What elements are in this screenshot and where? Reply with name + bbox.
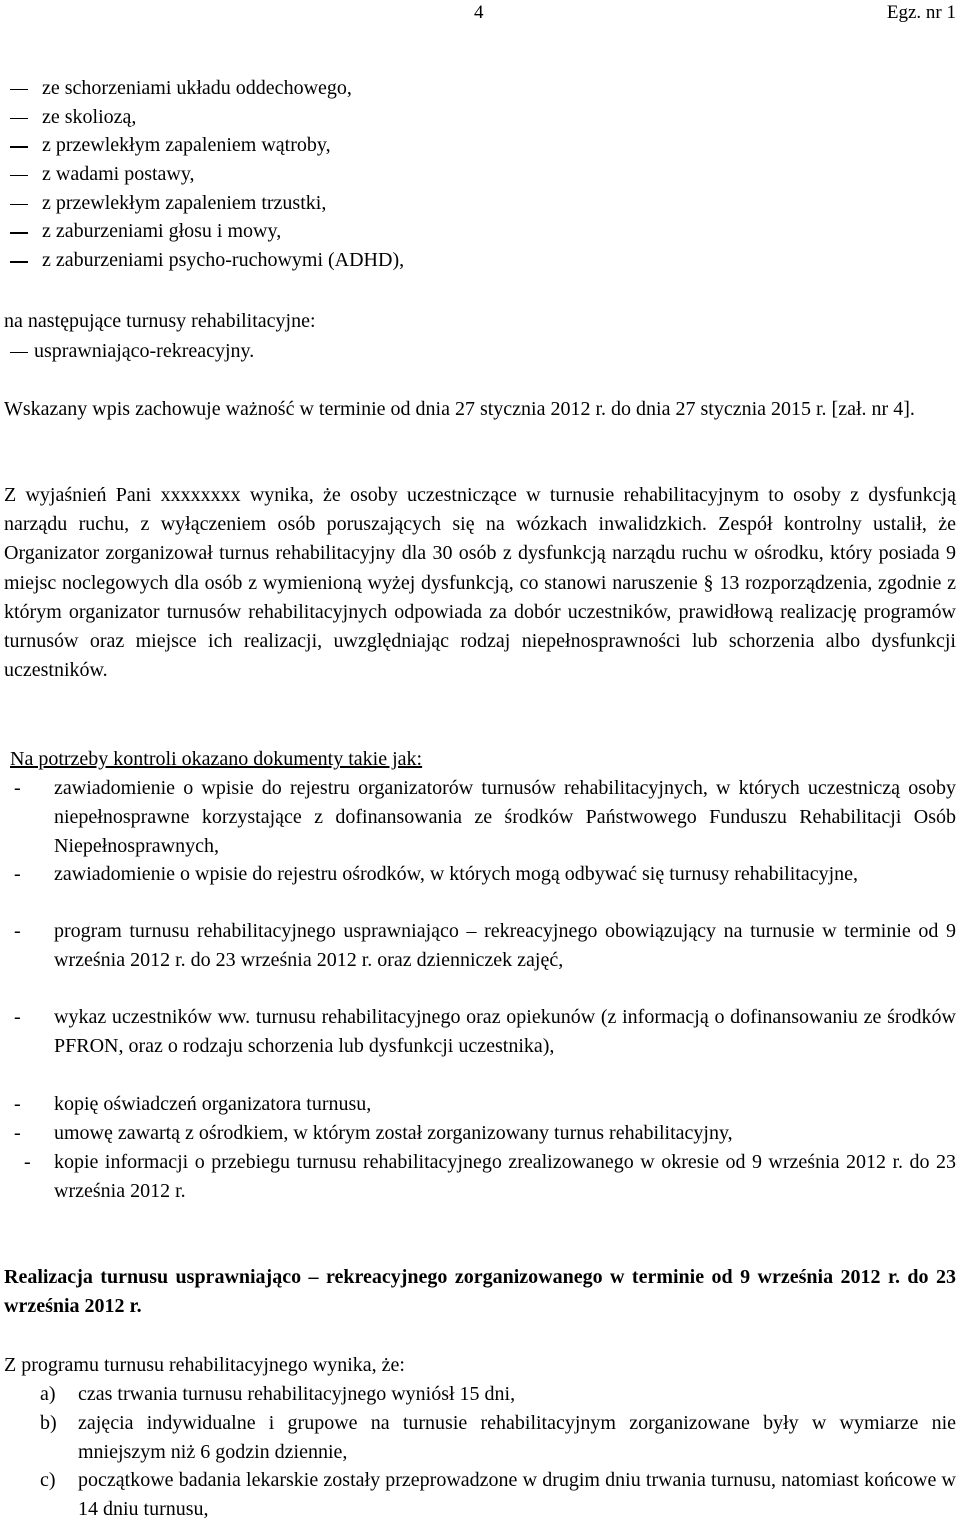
list-item-text: zawiadomienie o wpisie do rejestru ośrodków, w których mogą odbywać się turnusy rehabilitacyjne,: [54, 863, 859, 885]
list-item: [0, 135, 960, 164]
dash-marker: [10, 232, 28, 233]
list-item: [0, 78, 960, 107]
list-item-text: umowę zawartą z ośrodkiem, w którym został zorganizowany turnus rehabilitacyjny,: [54, 1122, 733, 1144]
list-item-text: początkowe badania lekarskie zostały przeprowadzone w drugim dniu trwania turnusu, natomiast końcowe w 14 dniu turnusu,: [78, 1469, 956, 1520]
list-marker: c): [40, 1469, 56, 1491]
copy-label: Egz. nr 1: [886, 2, 956, 23]
dash-marker: [10, 261, 28, 262]
list-item-text: z zaburzeniami psycho-ruchowymi (ADHD),: [42, 249, 405, 272]
dash-marker: [10, 204, 28, 205]
list-marker: -: [24, 1151, 31, 1173]
list-item: [0, 250, 960, 279]
list-item-text: zajęcia indywidualne i grupowe na turnusie rehabilitacyjnym zorganizowane były w wymiarze nie mniejszym niż 6 godzin dziennie,: [78, 1412, 956, 1463]
section-heading: Realizacja turnusu usprawniająco – rekreacyjnego zorganizowanego w terminie od 9 września 2012 r. do 23 września 2012 r.: [4, 1266, 956, 1317]
list-item: [0, 107, 960, 136]
list-item-text: z zaburzeniami głosu i mowy,: [42, 220, 282, 243]
list-item-text: kopię oświadczeń organizatora turnusu,: [54, 1093, 372, 1115]
list-marker: b): [40, 1412, 57, 1434]
explanation-paragraph: Z wyjaśnień Pani xxxxxxxx wynika, że osoby uczestniczące w turnusie rehabilitacyjnym to osoby z dysfunkcją narządu ruchu, z wyłączeniem osób poruszających się na wózkach inwalidzkich. Zespół kontrolny ustalił, że Organizator zorganizował turnus rehabilitacyjny dla 30 osób z dysfunkcją narządu ruchu w ośrodku, który posiada 9 miejsc noclegowych dla osób z wymienioną wyżej dysfunkcją, co stanowi naruszenie § 13 rozporządzenia, zgodnie z którym organizator turnusów rehabilitacyjnych odpowiada za dobór uczestników, prawidłową realizację programów turnusów oraz miejsce ich realizacji, uwzględniając rodzaj niepełnosprawności lub schorzenia albo dysfunkcji uczestników.: [4, 484, 956, 682]
list-item: [0, 164, 960, 193]
conditions-list: [0, 78, 960, 279]
list-marker: -: [14, 1006, 21, 1028]
dash-marker: [10, 175, 28, 176]
list-item-text: wykaz uczestników ww. turnusu rehabilitacyjnego oraz opiekunów (z informacją o dofinansowaniu ze środków PFRON, oraz o rodzaju schorzenia lub dysfunkcji uczestnika),: [54, 1006, 956, 1057]
dash-marker: [10, 118, 28, 119]
list-marker: -: [14, 920, 21, 942]
list-item-text: kopie informacji o przebiegu turnusu rehabilitacyjnego zrealizowanego w okresie od 9 września 2012 r. do 23 września 2012 r.: [54, 1151, 956, 1202]
list-item-text: zawiadomienie o wpisie do rejestru organizatorów turnusów rehabilitacyjnych, w których uczestniczą osoby niepełnosprawne korzystające z dofinansowania ze środków Państwowego Funduszu Rehabilitacji Osób Niepełnosprawnych,: [54, 777, 956, 857]
documents-heading: Na potrzeby kontroli okazano dokumenty takie jak:: [10, 748, 423, 770]
page-number: 4: [474, 2, 484, 23]
list-marker: -: [14, 1093, 21, 1115]
list-item-text: program turnusu rehabilitacyjnego usprawniająco – rekreacyjnego obowiązujący na turnusie w terminie od 9 września 2012 r. do 23 września 2012 r. oraz dzienniczek zajęć,: [54, 920, 956, 971]
turnus-intro: na następujące turnusy rehabilitacyjne:: [4, 310, 316, 332]
dash-marker: [10, 352, 28, 353]
list-item-text: czas trwania turnusu rehabilitacyjnego wyniósł 15 dni,: [78, 1383, 516, 1405]
list-item: [0, 193, 960, 222]
list-item-text: z wadami postawy,: [42, 163, 195, 186]
dash-marker: [10, 89, 28, 90]
list-item-text: ze skoliozą,: [42, 105, 137, 128]
program-intro: Z programu turnusu rehabilitacyjnego wynika, że:: [4, 1354, 405, 1376]
list-item-text: ze schorzeniami układu oddechowego,: [42, 77, 352, 99]
turnus-type: usprawniająco-rekreacyjny.: [34, 340, 255, 362]
dash-marker: [10, 146, 28, 147]
list-marker: a): [40, 1383, 56, 1405]
list-marker: -: [14, 1122, 21, 1144]
list-marker: -: [14, 863, 21, 885]
validity-paragraph: Wskazany wpis zachowuje ważność w terminie od dnia 27 stycznia 2012 r. do dnia 27 stycznia 2015 r. [zał. nr 4].: [4, 398, 915, 420]
list-item-text: z przewlekłym zapaleniem trzustki,: [42, 191, 327, 214]
list-item-text: z przewlekłym zapaleniem wątroby,: [42, 134, 331, 157]
list-item: [0, 221, 960, 250]
list-marker: -: [14, 777, 21, 799]
